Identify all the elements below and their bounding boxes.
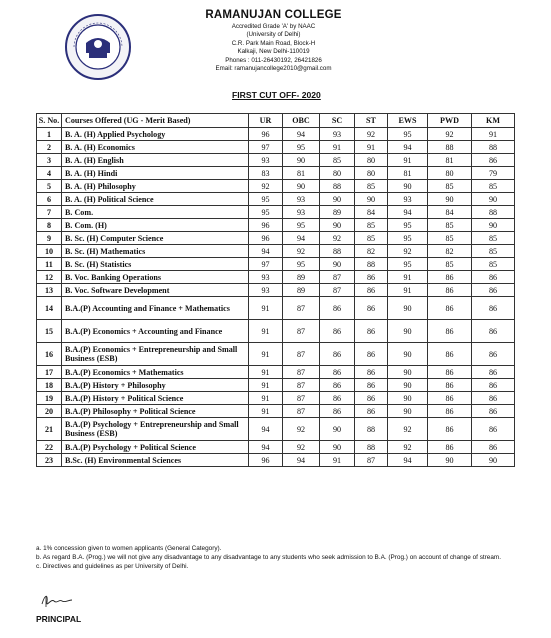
course-name-cell: B.A.(P) History + Philosophy <box>62 379 249 392</box>
cutoff-value-cell: 91 <box>320 454 355 467</box>
serial-number-cell: 18 <box>37 379 62 392</box>
column-header: Courses Offered (UG - Merit Based) <box>62 114 249 128</box>
cutoff-value-cell: 86 <box>355 271 388 284</box>
cutoff-value-cell: 86 <box>320 320 355 343</box>
cutoff-value-cell: 88 <box>355 258 388 271</box>
signature-mark <box>40 592 74 610</box>
cutoff-value-cell: 91 <box>249 343 283 366</box>
column-header: EWS <box>388 114 428 128</box>
cutoff-value-cell: 91 <box>249 379 283 392</box>
cutoff-value-cell: 88 <box>355 418 388 441</box>
serial-number-cell: 22 <box>37 441 62 454</box>
cutoff-value-cell: 85 <box>320 154 355 167</box>
cutoff-value-cell: 86 <box>320 297 355 320</box>
cutoff-value-cell: 87 <box>283 366 320 379</box>
column-header: PWD <box>428 114 472 128</box>
table-row <box>37 392 515 405</box>
cutoff-value-cell: 86 <box>428 297 472 320</box>
cutoff-value-cell: 82 <box>428 245 472 258</box>
table-row <box>37 245 515 258</box>
cutoff-value-cell: 90 <box>428 454 472 467</box>
cutoff-value-cell: 86 <box>472 418 515 441</box>
cutoff-value-cell: 88 <box>320 245 355 258</box>
cutoff-value-cell: 86 <box>355 379 388 392</box>
university-line: (University of Delhi) <box>246 31 301 38</box>
table-body <box>37 128 515 467</box>
cutoff-value-cell: 92 <box>388 245 428 258</box>
footnote: b. As regard B.A. (Prog.) we will not give any disadvantage to any disadvantage to any students who seek admission to B.A. (Prog.) on account of change of stream. <box>36 553 501 561</box>
cutoff-value-cell: 90 <box>320 193 355 206</box>
cutoff-value-cell: 85 <box>472 232 515 245</box>
cutoff-value-cell: 90 <box>388 343 428 366</box>
cutoff-value-cell: 89 <box>283 284 320 297</box>
cutoff-value-cell: 81 <box>388 167 428 180</box>
college-name: RAMANUJAN COLLEGE <box>205 9 342 21</box>
serial-number-cell: 21 <box>37 418 62 441</box>
cutoff-value-cell: 94 <box>283 454 320 467</box>
serial-number-cell: 1 <box>37 128 62 141</box>
cutoff-value-cell: 85 <box>355 180 388 193</box>
cutoff-value-cell: 90 <box>388 297 428 320</box>
cutoff-value-cell: 92 <box>283 245 320 258</box>
cutoff-value-cell: 85 <box>355 219 388 232</box>
cutoff-value-cell: 95 <box>388 219 428 232</box>
course-name-cell: B. A. (H) Economics <box>62 141 249 154</box>
course-name-cell: B. A. (H) Philosophy <box>62 180 249 193</box>
cutoff-value-cell: 90 <box>388 379 428 392</box>
table-row <box>37 297 515 320</box>
accreditation-line: Accredited Grade 'A' by NAAC <box>231 23 316 30</box>
cutoff-value-cell: 88 <box>472 141 515 154</box>
cutoff-value-cell: 86 <box>428 366 472 379</box>
cutoff-title: FIRST CUT OFF- 2020 <box>232 90 321 100</box>
cutoff-value-cell: 92 <box>249 180 283 193</box>
course-name-cell: B. Sc. (H) Mathematics <box>62 245 249 258</box>
cutoff-value-cell: 94 <box>283 128 320 141</box>
serial-number-cell: 4 <box>37 167 62 180</box>
cutoff-value-cell: 85 <box>428 180 472 193</box>
cutoff-value-cell: 86 <box>472 405 515 418</box>
cutoff-value-cell: 85 <box>472 245 515 258</box>
cutoff-value-cell: 86 <box>428 418 472 441</box>
principal-label: PRINCIPAL <box>36 614 82 624</box>
university-seal-logo <box>64 13 132 81</box>
serial-number-cell: 8 <box>37 219 62 232</box>
cutoff-value-cell: 87 <box>283 343 320 366</box>
cutoff-value-cell: 96 <box>249 232 283 245</box>
cutoff-value-cell: 92 <box>283 418 320 441</box>
cutoff-value-cell: 90 <box>388 366 428 379</box>
table-row <box>37 366 515 379</box>
serial-number-cell: 20 <box>37 405 62 418</box>
cutoff-value-cell: 86 <box>472 366 515 379</box>
cutoff-value-cell: 86 <box>428 343 472 366</box>
table-row <box>37 271 515 284</box>
cutoff-value-cell: 90 <box>320 441 355 454</box>
cutoff-value-cell: 83 <box>249 167 283 180</box>
cutoff-value-cell: 81 <box>283 167 320 180</box>
cutoff-value-cell: 95 <box>283 219 320 232</box>
serial-number-cell: 3 <box>37 154 62 167</box>
cutoff-value-cell: 90 <box>388 320 428 343</box>
cutoff-value-cell: 92 <box>388 441 428 454</box>
cutoff-value-cell: 86 <box>428 441 472 454</box>
course-name-cell: B.Sc. (H) Environmental Sciences <box>62 454 249 467</box>
table-row <box>37 441 515 454</box>
cutoff-value-cell: 92 <box>428 128 472 141</box>
course-name-cell: B.A.(P) Economics + Mathematics <box>62 366 249 379</box>
cutoff-value-cell: 90 <box>320 219 355 232</box>
cutoff-value-cell: 91 <box>388 284 428 297</box>
table-row <box>37 258 515 271</box>
cutoff-value-cell: 86 <box>472 379 515 392</box>
cutoff-value-cell: 90 <box>355 193 388 206</box>
cutoff-value-cell: 91 <box>355 141 388 154</box>
cutoff-value-cell: 87 <box>283 297 320 320</box>
cutoff-value-cell: 86 <box>320 343 355 366</box>
cutoff-value-cell: 86 <box>472 271 515 284</box>
cutoff-table <box>36 113 515 467</box>
course-name-cell: B. Sc. (H) Statistics <box>62 258 249 271</box>
cutoff-value-cell: 88 <box>472 206 515 219</box>
phones-line: Phones : 011-26430192, 26421826 <box>225 57 322 64</box>
cutoff-value-cell: 91 <box>249 366 283 379</box>
cutoff-value-cell: 86 <box>472 343 515 366</box>
cutoff-value-cell: 94 <box>388 141 428 154</box>
cutoff-value-cell: 87 <box>283 320 320 343</box>
cutoff-value-cell: 91 <box>249 320 283 343</box>
cutoff-value-cell: 87 <box>320 284 355 297</box>
serial-number-cell: 11 <box>37 258 62 271</box>
table-row <box>37 180 515 193</box>
cutoff-value-cell: 96 <box>249 128 283 141</box>
cutoff-value-cell: 94 <box>249 441 283 454</box>
cutoff-value-cell: 90 <box>472 193 515 206</box>
serial-number-cell: 7 <box>37 206 62 219</box>
column-header: UR <box>249 114 283 128</box>
cutoff-value-cell: 90 <box>388 405 428 418</box>
serial-number-cell: 10 <box>37 245 62 258</box>
course-name-cell: B. Com. (H) <box>62 219 249 232</box>
course-name-cell: B.A.(P) Psychology + Political Science <box>62 441 249 454</box>
cutoff-value-cell: 86 <box>472 441 515 454</box>
cutoff-value-cell: 94 <box>388 206 428 219</box>
cutoff-value-cell: 82 <box>355 245 388 258</box>
cutoff-value-cell: 95 <box>388 232 428 245</box>
cutoff-value-cell: 86 <box>355 297 388 320</box>
cutoff-value-cell: 90 <box>283 154 320 167</box>
serial-number-cell: 14 <box>37 297 62 320</box>
cutoff-value-cell: 93 <box>249 154 283 167</box>
cutoff-value-cell: 89 <box>320 206 355 219</box>
footnote: a. 1% concession given to women applicants (General Category). <box>36 545 222 552</box>
table-row <box>37 454 515 467</box>
course-name-cell: B.A.(P) History + Political Science <box>62 392 249 405</box>
cutoff-value-cell: 94 <box>249 245 283 258</box>
cutoff-value-cell: 97 <box>249 258 283 271</box>
cutoff-value-cell: 84 <box>428 206 472 219</box>
cutoff-value-cell: 88 <box>355 441 388 454</box>
cutoff-value-cell: 90 <box>320 418 355 441</box>
cutoff-value-cell: 87 <box>283 392 320 405</box>
cutoff-value-cell: 95 <box>388 258 428 271</box>
cutoff-value-cell: 86 <box>355 366 388 379</box>
cutoff-value-cell: 86 <box>428 284 472 297</box>
serial-number-cell: 15 <box>37 320 62 343</box>
cutoff-value-cell: 90 <box>472 454 515 467</box>
cutoff-value-cell: 92 <box>388 418 428 441</box>
cutoff-value-cell: 93 <box>249 271 283 284</box>
course-name-cell: B. A. (H) Applied Psychology <box>62 128 249 141</box>
cutoff-value-cell: 84 <box>355 206 388 219</box>
cutoff-value-cell: 90 <box>428 193 472 206</box>
cutoff-value-cell: 96 <box>249 454 283 467</box>
course-name-cell: B.A.(P) Philosophy + Political Science <box>62 405 249 418</box>
cutoff-value-cell: 86 <box>428 320 472 343</box>
cutoff-value-cell: 80 <box>355 167 388 180</box>
cutoff-value-cell: 95 <box>249 193 283 206</box>
cutoff-value-cell: 95 <box>249 206 283 219</box>
cutoff-value-cell: 81 <box>428 154 472 167</box>
table-row <box>37 284 515 297</box>
cutoff-value-cell: 79 <box>472 167 515 180</box>
cutoff-value-cell: 95 <box>283 141 320 154</box>
serial-number-cell: 9 <box>37 232 62 245</box>
cutoff-value-cell: 92 <box>320 232 355 245</box>
cutoff-value-cell: 91 <box>388 154 428 167</box>
column-header: KM <box>472 114 515 128</box>
cutoff-value-cell: 87 <box>355 454 388 467</box>
cutoff-value-cell: 86 <box>320 392 355 405</box>
table-row <box>37 154 515 167</box>
cutoff-value-cell: 91 <box>249 297 283 320</box>
cutoff-value-cell: 86 <box>472 154 515 167</box>
cutoff-value-cell: 86 <box>428 379 472 392</box>
serial-number-cell: 5 <box>37 180 62 193</box>
table-row <box>37 418 515 441</box>
cutoff-value-cell: 91 <box>472 128 515 141</box>
cutoff-value-cell: 90 <box>283 180 320 193</box>
serial-number-cell: 13 <box>37 284 62 297</box>
cutoff-value-cell: 95 <box>388 128 428 141</box>
column-header: ST <box>355 114 388 128</box>
table-row <box>37 219 515 232</box>
table-row <box>37 128 515 141</box>
footnote: c. Directives and guidelines as per University of Delhi. <box>36 562 189 570</box>
cutoff-value-cell: 91 <box>249 405 283 418</box>
cutoff-value-cell: 86 <box>320 379 355 392</box>
table-row <box>37 343 515 366</box>
cutoff-value-cell: 92 <box>355 128 388 141</box>
serial-number-cell: 12 <box>37 271 62 284</box>
cutoff-value-cell: 93 <box>320 128 355 141</box>
table-row <box>37 379 515 392</box>
cutoff-value-cell: 91 <box>320 141 355 154</box>
course-name-cell: B. Voc. Software Development <box>62 284 249 297</box>
cutoff-value-cell: 85 <box>355 232 388 245</box>
cutoff-value-cell: 93 <box>249 284 283 297</box>
cutoff-value-cell: 86 <box>428 271 472 284</box>
cutoff-value-cell: 90 <box>320 258 355 271</box>
table-row <box>37 320 515 343</box>
email-line: Email: ramanujancollege2010@gmail.com <box>215 65 332 72</box>
table-row <box>37 405 515 418</box>
cutoff-value-cell: 97 <box>249 141 283 154</box>
cutoff-value-cell: 85 <box>428 258 472 271</box>
course-name-cell: B. A. (H) Political Science <box>62 193 249 206</box>
course-name-cell: B.A.(P) Economics + Accounting and Finance <box>62 320 249 343</box>
cutoff-value-cell: 80 <box>355 154 388 167</box>
cutoff-value-cell: 89 <box>283 271 320 284</box>
serial-number-cell: 6 <box>37 193 62 206</box>
cutoff-value-cell: 86 <box>472 320 515 343</box>
cutoff-value-cell: 86 <box>472 284 515 297</box>
cutoff-value-cell: 85 <box>472 258 515 271</box>
cutoff-value-cell: 94 <box>388 454 428 467</box>
cutoff-value-cell: 91 <box>388 271 428 284</box>
table-row <box>37 193 515 206</box>
cutoff-value-cell: 86 <box>472 392 515 405</box>
course-name-cell: B. Sc. (H) Computer Science <box>62 232 249 245</box>
cutoff-value-cell: 94 <box>283 232 320 245</box>
cutoff-value-cell: 93 <box>388 193 428 206</box>
course-name-cell: B. A. (H) Hindi <box>62 167 249 180</box>
cutoff-value-cell: 96 <box>249 219 283 232</box>
cutoff-value-cell: 87 <box>283 379 320 392</box>
serial-number-cell: 16 <box>37 343 62 366</box>
cutoff-value-cell: 85 <box>428 219 472 232</box>
course-name-cell: B. Com. <box>62 206 249 219</box>
table-row <box>37 167 515 180</box>
letterhead <box>0 0 551 110</box>
cutoff-value-cell: 90 <box>388 392 428 405</box>
cutoff-value-cell: 95 <box>283 258 320 271</box>
address-line-2: Kalkaji, New Delhi-110019 <box>237 48 310 55</box>
course-name-cell: B.A.(P) Accounting and Finance + Mathematics <box>62 297 249 320</box>
column-header: S. No. <box>37 114 62 128</box>
cutoff-value-cell: 94 <box>249 418 283 441</box>
cutoff-value-cell: 80 <box>428 167 472 180</box>
cutoff-value-cell: 86 <box>320 405 355 418</box>
column-header: OBC <box>283 114 320 128</box>
cutoff-value-cell: 93 <box>283 193 320 206</box>
table-row <box>37 206 515 219</box>
cutoff-value-cell: 86 <box>320 366 355 379</box>
cutoff-value-cell: 91 <box>249 392 283 405</box>
course-name-cell: B. Voc. Banking Operations <box>62 271 249 284</box>
column-header: SC <box>320 114 355 128</box>
cutoff-value-cell: 86 <box>355 392 388 405</box>
course-name-cell: B.A.(P) Economics + Entrepreneurship and Small Business (ESB) <box>62 343 249 366</box>
cutoff-value-cell: 86 <box>355 320 388 343</box>
cutoff-value-cell: 86 <box>355 343 388 366</box>
cutoff-value-cell: 88 <box>428 141 472 154</box>
course-name-cell: B.A.(P) Psychology + Entrepreneurship and Small Business (ESB) <box>62 418 249 441</box>
cutoff-value-cell: 87 <box>283 405 320 418</box>
cutoff-value-cell: 86 <box>355 284 388 297</box>
serial-number-cell: 17 <box>37 366 62 379</box>
cutoff-value-cell: 86 <box>428 405 472 418</box>
cutoff-value-cell: 86 <box>355 405 388 418</box>
address-line-1: C.R. Park Main Road, Block-H <box>231 40 316 47</box>
course-name-cell: B. A. (H) English <box>62 154 249 167</box>
cutoff-value-cell: 80 <box>320 167 355 180</box>
cutoff-value-cell: 85 <box>428 232 472 245</box>
table-row <box>37 232 515 245</box>
footnotes <box>36 545 516 571</box>
cutoff-value-cell: 90 <box>388 180 428 193</box>
cutoff-value-cell: 93 <box>283 206 320 219</box>
serial-number-cell: 19 <box>37 392 62 405</box>
cutoff-value-cell: 85 <box>472 180 515 193</box>
cutoff-value-cell: 86 <box>428 392 472 405</box>
cutoff-value-cell: 86 <box>472 297 515 320</box>
serial-number-cell: 2 <box>37 141 62 154</box>
serial-number-cell: 23 <box>37 454 62 467</box>
cutoff-value-cell: 87 <box>320 271 355 284</box>
table-row <box>37 141 515 154</box>
cutoff-value-cell: 88 <box>320 180 355 193</box>
cutoff-value-cell: 92 <box>283 441 320 454</box>
cutoff-value-cell: 90 <box>472 219 515 232</box>
table-header-row <box>37 114 515 128</box>
